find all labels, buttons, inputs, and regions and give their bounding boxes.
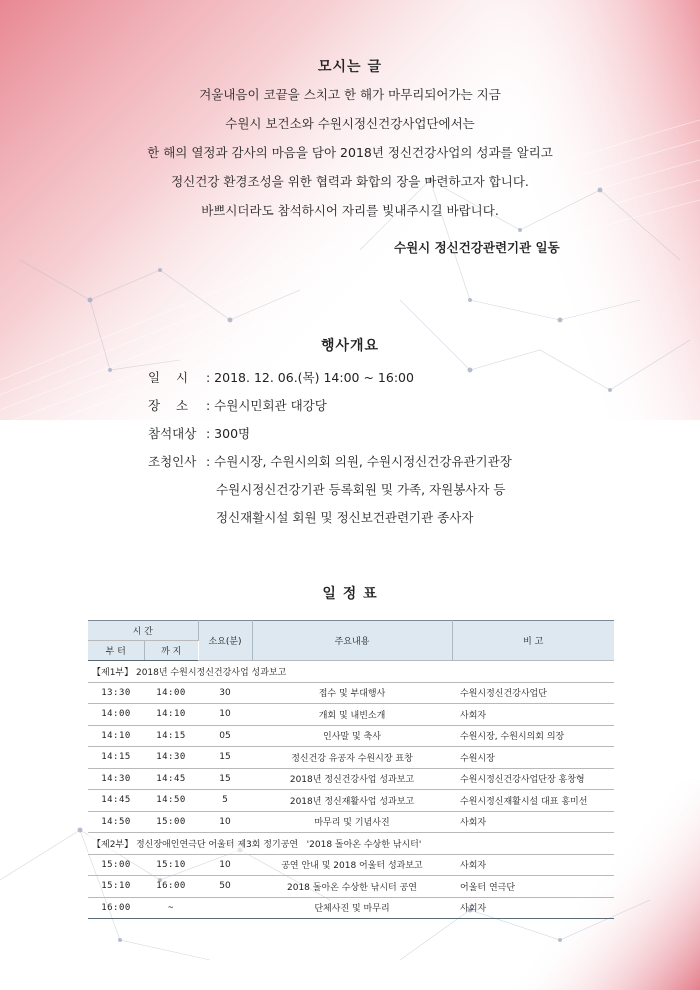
overview-extra-line: 정신재활시설 회원 및 정신보건관련기관 종사자 — [216, 510, 474, 525]
invitation-title: 모시는 글 — [318, 59, 382, 75]
cell-note: 수원시정신건강사업단 — [452, 682, 614, 704]
invitation-line: 바쁘시더라도 참석하시어 자리를 빛내주시길 바랍니다. — [201, 203, 499, 218]
cell-to: 14:10 — [144, 704, 198, 726]
cell-note: 사회자 — [452, 854, 614, 876]
header-note: 비 고 — [452, 621, 614, 661]
section-row — [88, 833, 614, 855]
header-from: 부 터 — [88, 641, 144, 661]
table-row — [88, 747, 614, 769]
cell-duration: 10 — [198, 854, 252, 876]
invitation-line: 정신건강 환경조성을 위한 협력과 화합의 장을 마련하고자 합니다. — [171, 174, 529, 189]
cell-to: 15:10 — [144, 854, 198, 876]
cell-from: 14:00 — [88, 704, 144, 726]
cell-duration — [198, 897, 252, 919]
table-row — [88, 725, 614, 747]
cell-duration: 05 — [198, 725, 252, 747]
overview-label: 참석대상 — [148, 426, 197, 441]
cell-content: 2018년 정신재활사업 성과보고 — [252, 790, 452, 812]
cell-content: 단체사진 및 마무리 — [252, 897, 452, 919]
cell-note: 사회자 — [452, 811, 614, 833]
schedule-title: 일 정 표 — [322, 586, 378, 602]
cell-content: 2018 돌아온 수상한 낚시터 공연 — [252, 876, 452, 898]
cell-content: 인사말 및 축사 — [252, 725, 452, 747]
cell-content: 정신건강 유공자 수원시장 표창 — [252, 747, 452, 769]
invitation-line: 수원시 보건소와 수원시정신건강사업단에서는 — [225, 116, 475, 131]
cell-note: 수원시장, 수원시의회 의장 — [452, 725, 614, 747]
header-duration: 소요(분) — [198, 621, 252, 661]
overview-label: 장 소 — [148, 398, 189, 413]
cell-note: 수원시정신재활시설 대표 홍미선 — [452, 790, 614, 812]
overview-value: : 300명 — [206, 426, 251, 441]
table-row — [88, 876, 614, 898]
cell-duration: 5 — [198, 790, 252, 812]
cell-from: 13:30 — [88, 682, 144, 704]
cell-duration: 30 — [198, 682, 252, 704]
cell-content: 접수 및 부대행사 — [252, 682, 452, 704]
table-row — [88, 811, 614, 833]
overview-title: 행사개요 — [320, 338, 380, 354]
cell-note: 수원시장 — [452, 747, 614, 769]
cell-to: 14:30 — [144, 747, 198, 769]
cell-content: 공연 안내 및 2018 어울터 성과보고 — [252, 854, 452, 876]
invitation-signature: 수원시 정신건강관련기관 일동 — [394, 240, 560, 255]
cell-to: 14:45 — [144, 768, 198, 790]
table-row — [88, 854, 614, 876]
cell-from: 15:00 — [88, 854, 144, 876]
cell-duration: 15 — [198, 747, 252, 769]
invitation-line: 한 해의 열정과 감사의 마음을 담아 2018년 정신건강사업의 성과를 알리고 — [147, 145, 553, 160]
cell-from: 14:10 — [88, 725, 144, 747]
overview-value: : 수원시장, 수원시의회 의원, 수원시정신건강유관기관장 — [206, 454, 512, 469]
cell-content: 개회 및 내빈소개 — [252, 704, 452, 726]
cell-content: 마무리 및 기념사진 — [252, 811, 452, 833]
table-row — [88, 682, 614, 704]
invitation-line: 겨울내음이 코끝을 스치고 한 해가 마무리되어가는 지금 — [199, 87, 501, 102]
cell-duration: 15 — [198, 768, 252, 790]
overview-value: : 2018. 12. 06.(목) 14:00 ~ 16:00 — [206, 370, 414, 385]
cell-from: 14:45 — [88, 790, 144, 812]
cell-from: 14:30 — [88, 768, 144, 790]
cell-from: 14:50 — [88, 811, 144, 833]
table-row — [88, 704, 614, 726]
cell-duration: 10 — [198, 704, 252, 726]
cell-note: 어울터 연극단 — [452, 876, 614, 898]
cell-to: 14:50 — [144, 790, 198, 812]
overview-value: : 수원시민회관 대강당 — [206, 398, 327, 413]
section-title: 【제2부】 정신장애인연극단 어울터 제3회 정기공연 '2018 돌아온 수상한 낚시터' — [88, 833, 614, 855]
section-title: 【제1부】 2018년 수원시정신건강사업 성과보고 — [88, 661, 614, 683]
cell-duration: 50 — [198, 876, 252, 898]
cell-to: 14:15 — [144, 725, 198, 747]
cell-content: 2018년 정신건강사업 성과보고 — [252, 768, 452, 790]
cell-to: 14:00 — [144, 682, 198, 704]
table-row — [88, 897, 614, 919]
table-row — [88, 768, 614, 790]
cell-from: 16:00 — [88, 897, 144, 919]
overview-label: 일 시 — [148, 370, 189, 385]
cell-from: 15:10 — [88, 876, 144, 898]
cell-note: 사회자 — [452, 897, 614, 919]
schedule-table — [88, 620, 614, 919]
header-content: 주요내용 — [252, 621, 452, 661]
overview-extra-line: 수원시정신건강기관 등록회원 및 가족, 자원봉사자 등 — [216, 482, 506, 497]
header-time: 시 간 — [88, 621, 198, 641]
overview-label: 조청인사 — [148, 454, 197, 469]
cell-from: 14:15 — [88, 747, 144, 769]
table-row — [88, 790, 614, 812]
cell-duration: 10 — [198, 811, 252, 833]
cell-note: 사회자 — [452, 704, 614, 726]
cell-note: 수원시정신건강사업단장 홍창형 — [452, 768, 614, 790]
section-row — [88, 661, 614, 683]
header-to: 까 지 — [144, 641, 198, 661]
cell-to: ~ — [144, 897, 198, 919]
cell-to: 15:00 — [144, 811, 198, 833]
cell-to: 16:00 — [144, 876, 198, 898]
